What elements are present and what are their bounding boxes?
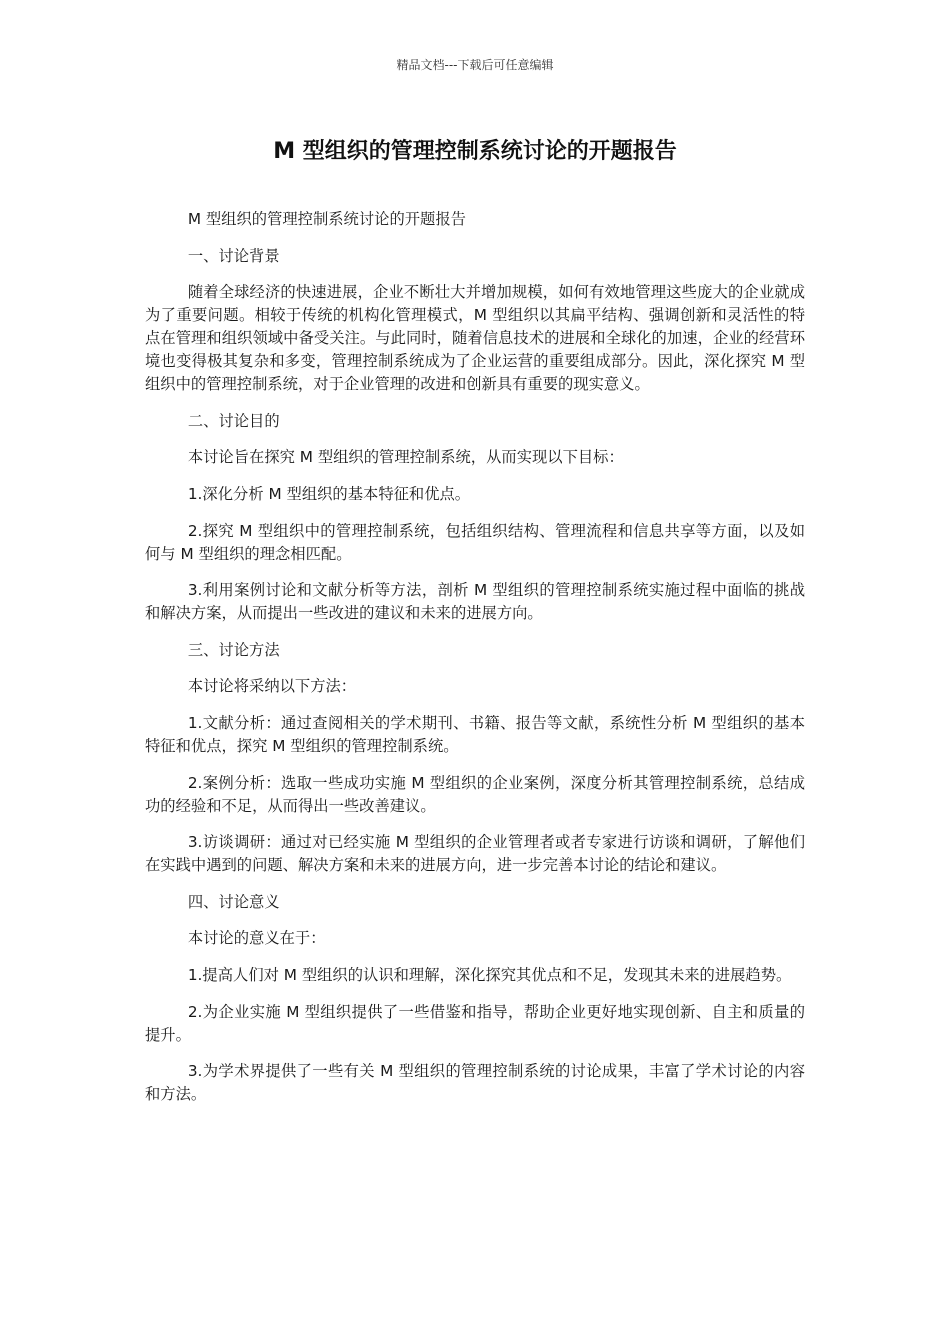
list-item-method-2: 2.案例分析：选取一些成功实施 M 型组织的企业案例，深度分析其管理控制系统，总结成功的经验和不足，从而得出一些改善建议。 [145, 773, 805, 815]
document-body [145, 208, 805, 1120]
list-item-significance-2: 2.为企业实施 M 型组织提供了一些借鉴和指导，帮助企业更好地实现创新、自主和质量的提升。 [145, 1002, 805, 1044]
list-item-purpose-3: 3.利用案例讨论和文献分析等方法，剖析 M 型组织的管理控制系统实施过程中面临的挑战和解决方案，从而提出一些改进的建议和未来的进展方向。 [145, 581, 805, 623]
paragraph-purpose-intro: 本讨论旨在探究 M 型组织的管理控制系统，从而实现以下目标： [187, 448, 624, 467]
list-item-method-3: 3.访谈调研：通过对已经实施 M 型组织的企业管理者或者专家进行访谈和调研，了解他们在实践中遇到的问题、解决方案和未来的进展方向，进一步完善本讨论的结论和建议。 [145, 833, 805, 875]
paragraph-background: 随着全球经济的快速进展，企业不断壮大并增加规模，如何有效地管理这些庞大的企业就成为了重要问题。相较于传统的机构化管理模式，M 型组织以其扁平结构、强调创新和灵活性的特点在管理和组织领域中备受关注。与此同时，随着信息技术的进展和全球化的加速，企业的经营环境也变得极其复杂和多变，管理控制系统成为了企业运营的重要组成部分。因此，深化探究 M 型组织中的管理控制系统，对于企业管理的改进和创新具有重要的现实意义。 [145, 283, 805, 394]
list-item-significance-3: 3.为学术界提供了一些有关 M 型组织的管理控制系统的讨论成果，丰富了学术讨论的内容和方法。 [145, 1062, 805, 1104]
header-note: 精品文档---下载后可任意编辑 [396, 58, 554, 72]
subtitle-paragraph: M 型组织的管理控制系统讨论的开题报告 [187, 210, 466, 228]
section-heading-purpose: 二、讨论目的 [187, 411, 280, 430]
section-heading-background: 一、讨论背景 [187, 246, 280, 265]
section-heading-method: 三、讨论方法 [187, 640, 280, 659]
paragraph-method-intro: 本讨论将采纳以下方法： [187, 677, 357, 696]
list-item-significance-1: 1.提高人们对 M 型组织的认识和理解，深化探究其优点和不足，发现其未来的进展趋势。 [187, 965, 792, 984]
section-heading-significance: 四、讨论意义 [187, 892, 280, 911]
list-item-purpose-1: 1.深化分析 M 型组织的基本特征和优点。 [187, 484, 471, 503]
list-item-purpose-2: 2.探究 M 型组织中的管理控制系统，包括组织结构、管理流程和信息共享等方面，以及如何与 M 型组织的理念相匹配。 [145, 521, 805, 563]
paragraph-significance-intro: 本讨论的意义在于： [187, 929, 326, 948]
list-item-method-1: 1.文献分析：通过查阅相关的学术期刊、书籍、报告等文献，系统性分析 M 型组织的基本特征和优点，探究 M 型组织的管理控制系统。 [145, 713, 805, 755]
document-title: M 型组织的管理控制系统讨论的开题报告 [273, 139, 677, 164]
